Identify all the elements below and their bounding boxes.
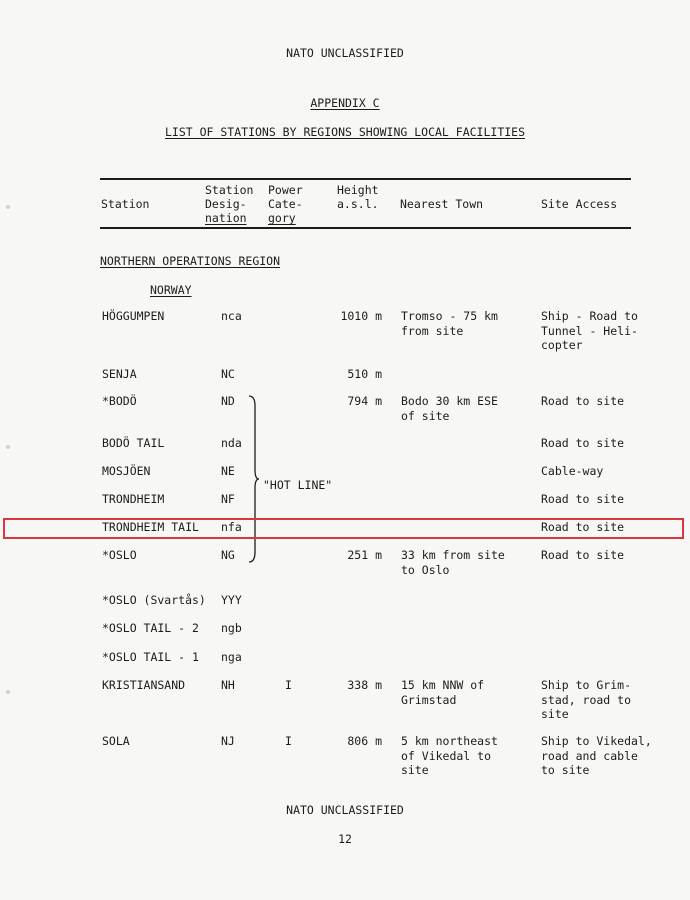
station-cell: SOLA — [102, 734, 130, 748]
highlight-box — [3, 518, 684, 539]
height-cell: 1010 m — [340, 309, 382, 323]
access-cell: Road to site — [541, 492, 625, 506]
access-cell: Road to site — [541, 394, 625, 408]
designation-cell: NF — [221, 492, 235, 506]
height-cell: 251 m — [347, 548, 382, 562]
station-cell: *BODÖ — [102, 394, 137, 408]
col-header-designation: Station Desig- nation — [205, 183, 254, 225]
list-title: LIST OF STATIONS BY REGIONS SHOWING LOCAL FACILITIES — [164, 125, 526, 139]
station-cell: *OSLO (Svartås) — [102, 593, 206, 607]
classification-footer: NATO UNCLASSIFIED — [286, 803, 404, 817]
appendix-title: APPENDIX C — [310, 96, 380, 110]
access-cell: Road to site — [541, 520, 625, 534]
station-cell: KRISTIANSAND — [102, 678, 186, 692]
designation-cell: NJ — [221, 734, 235, 748]
station-cell: TRONDHEIM TAIL — [102, 520, 199, 534]
height-cell: 338 m — [347, 678, 382, 692]
access-cell: Ship to Grim- stad, road to site — [541, 678, 632, 721]
station-cell: HÖGGUMPEN — [102, 309, 165, 323]
power-cell: I — [285, 734, 292, 748]
col-header-access: Site Access — [541, 197, 618, 211]
header-rule-top — [100, 178, 631, 180]
station-cell: MOSJÖEN — [102, 464, 151, 478]
designation-cell: nda — [221, 436, 242, 450]
col-header-height: Height a.s.l. — [337, 183, 379, 211]
country-heading: NORWAY — [150, 283, 192, 297]
designation-cell: NC — [221, 367, 235, 381]
hot-line-label: "HOT LINE" — [263, 478, 333, 492]
town-cell: Bodo 30 km ESE of site — [401, 394, 498, 423]
access-cell: Ship to Vikedal, road and cable to site — [541, 734, 652, 777]
designation-cell: nga — [221, 650, 242, 664]
station-cell: SENJA — [102, 367, 137, 381]
town-cell: Tromso - 75 km from site — [401, 309, 498, 338]
station-cell: *OSLO TAIL - 1 — [102, 650, 199, 664]
station-cell: TRONDHEIM — [102, 492, 165, 506]
town-cell: 33 km from site to Oslo — [401, 548, 505, 577]
power-cell: I — [285, 678, 292, 692]
table-row — [0, 734, 690, 784]
designation-cell: ND — [221, 394, 235, 408]
designation-cell: NH — [221, 678, 235, 692]
col-header-power: Power Cate- gory — [268, 183, 303, 225]
access-cell: Road to site — [541, 548, 625, 562]
height-cell: 806 m — [347, 734, 382, 748]
designation-cell: nfa — [221, 520, 242, 534]
region-heading: NORTHERN OPERATIONS REGION — [100, 254, 281, 268]
designation-cell: ngb — [221, 621, 242, 635]
col-header-town: Nearest Town — [400, 197, 484, 211]
col-header-station: Station — [101, 197, 150, 211]
access-cell: Cable-way — [541, 464, 604, 478]
designation-cell: nca — [221, 309, 242, 323]
page-number: 12 — [338, 832, 352, 846]
designation-cell: YYY — [221, 593, 242, 607]
table-row — [0, 309, 690, 359]
binder-hole — [6, 205, 10, 209]
station-cell: *OSLO TAIL - 2 — [102, 621, 199, 635]
station-cell: BODÖ TAIL — [102, 436, 165, 450]
designation-cell: NE — [221, 464, 235, 478]
table-row — [0, 678, 690, 728]
station-cell: *OSLO — [102, 548, 137, 562]
height-cell: 794 m — [347, 394, 382, 408]
access-cell: Road to site — [541, 436, 625, 450]
classification-header: NATO UNCLASSIFIED — [286, 46, 404, 60]
town-cell: 5 km northeast of Vikedal to site — [401, 734, 498, 777]
height-cell: 510 m — [347, 367, 382, 381]
header-rule-bottom — [100, 227, 631, 229]
table-row — [0, 548, 690, 598]
access-cell: Ship - Road to Tunnel - Heli- copter — [541, 309, 638, 352]
town-cell: 15 km NNW of Grimstad — [401, 678, 485, 707]
designation-cell: NG — [221, 548, 235, 562]
